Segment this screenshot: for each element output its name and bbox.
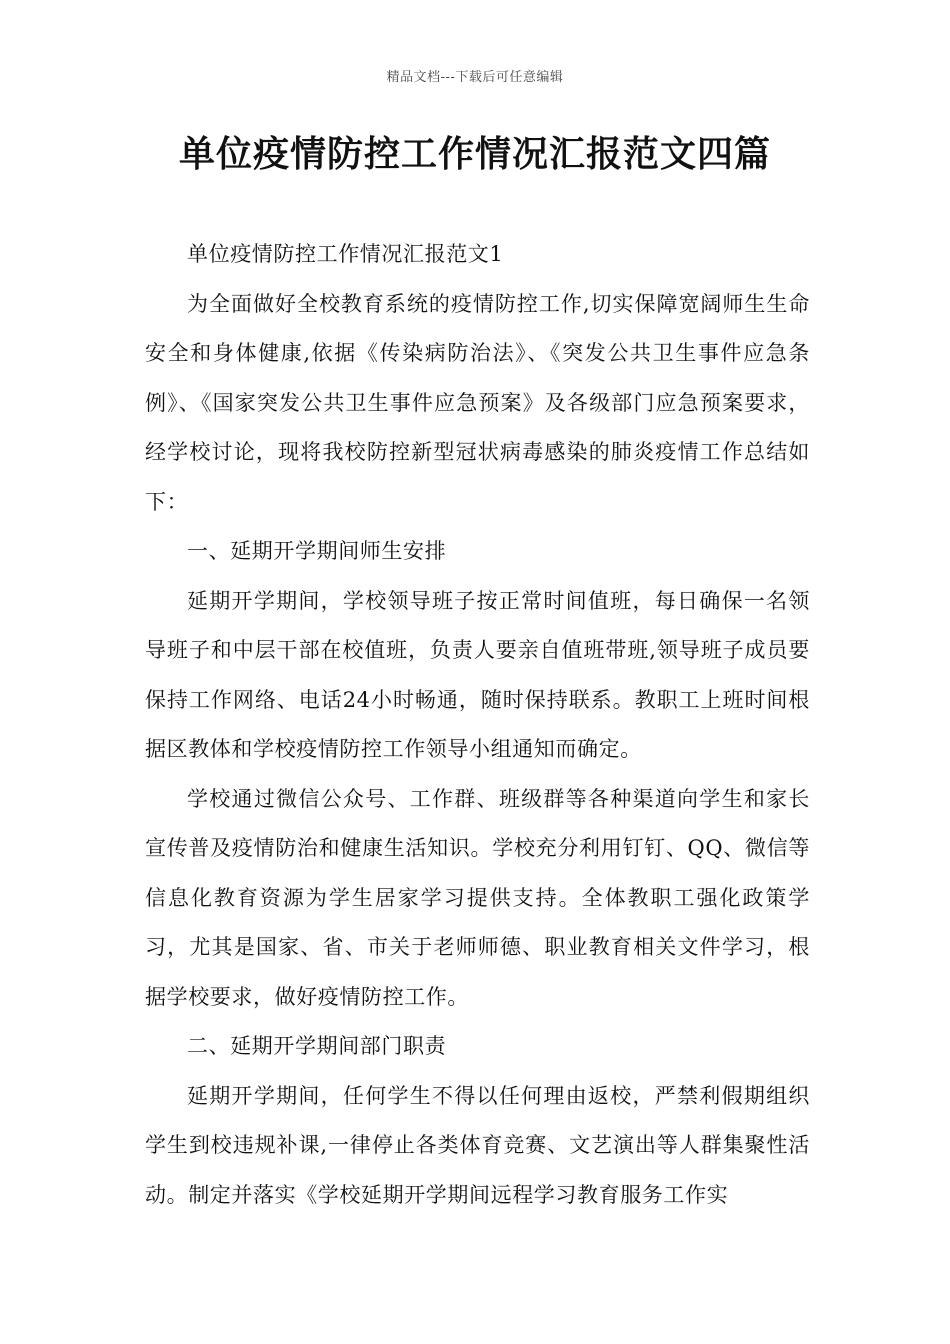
header-note: 精品文档---下载后可任意编辑 bbox=[386, 70, 564, 85]
section-subtitle: 单位疫情防控工作情况汇报范文1 bbox=[187, 242, 504, 266]
document-body bbox=[145, 230, 810, 1220]
paragraph-department-duties: 延期开学期间，任何学生不得以任何理由返校，严禁利假期组织学生到校违规补课,一律停止各类体育竞赛、文艺演出等人群集聚性活动。制定并落实《学校延期开学期间远程学习教育服务工作实 bbox=[145, 1083, 810, 1207]
section-heading-2: 二、延期开学期间部门职责 bbox=[187, 1034, 447, 1058]
paragraph-intro: 为全面做好全校教育系统的疫情防控工作,切实保障宽阔师生生命安全和身体健康,依据《传染病防治法》、《突发公共卫生事件应急条例》、《国家突发公共卫生事件应急预案》及各级部门应急预案要求，经学校讨论，现将我校防控新型冠状病毒感染的肺炎疫情工作总结如下： bbox=[145, 291, 810, 514]
paragraph-duty-arrangement: 延期开学期间，学校领导班子按正常时间值班，每日确保一名领导班子和中层干部在校值班，负责人要亲自值班带班,领导班子成员要保持工作网络、电话24小时畅通，随时保持联系。教职工上班时间根据区教体和学校疫情防控工作领导小组通知而确定。 bbox=[145, 588, 810, 761]
document-title: 单位疫情防控工作情况汇报范文四篇 bbox=[178, 134, 771, 175]
section-heading-1: 一、延期开学期间师生安排 bbox=[187, 539, 447, 563]
paragraph-publicity: 学校通过微信公众号、工作群、班级群等各种渠道向学生和家长宣传普及疫情防治和健康生活知识。学校充分利用钉钉、QQ、微信等信息化教育资源为学生居家学习提供支持。全体教职工强化政策学习，尤其是国家、省、市关于老师师德、职业教育相关文件学习，根据学校要求，做好疫情防控工作。 bbox=[145, 786, 810, 1009]
